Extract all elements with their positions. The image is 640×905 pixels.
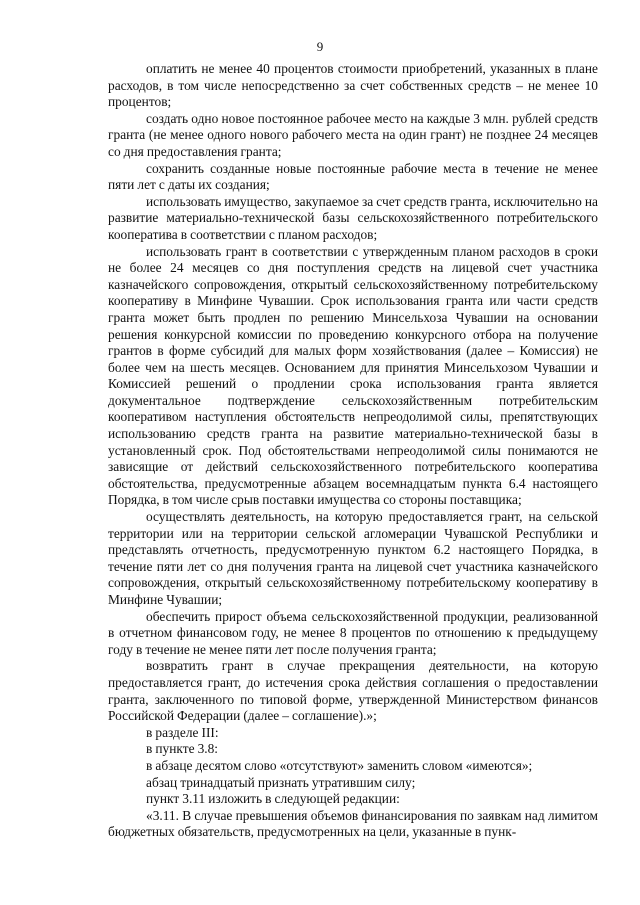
paragraph: в разделе III:: [146, 724, 219, 740]
paragraph: возвратить грант в случае прекращения деятельности, на которую предоставляется грант, до истечения срока действия соглашения о предоставлении гранта, заключенного по типовой форме, утвержденной Министерством финансов Российской Федерации (далее – соглашение).»;: [108, 658, 598, 724]
paragraph: «3.11. В случае превышения объемов финансирования по заявкам над лимитом бюджетных обязательств, предусмотренных на цели, указанные в пунк-: [108, 807, 598, 840]
paragraph: обеспечить прирост объема сельскохозяйственной продукции, реализованной в отчетном финансовом году, не менее 8 процентов по отношению к предыдущему году в течение не менее пяти лет после получения гранта;: [108, 608, 598, 657]
paragraph: использовать грант в соответствии с утвержденным планом расходов в сроки не более 24 месяцев со дня поступления средств на лицевой счет участника казначейского сопровождения, открытый сельскохозяйственному потребительскому кооперативу в Минфине Чувашии. Срок использования гранта или части средств гранта может быть продлен по решению Минсельхоза Чувашии на основании решения конкурсной комиссии по проведению конкурсного отбора на получение грантов в форме субсидий для малых форм хозяйствования (далее – Комиссия) не более чем на шесть месяцев. Основанием для принятия Минсельхозом Чувашии и Комиссией решений о продлении срока использования гранта является документальное подтверждение сельскохозяйственным потребительским кооперативом наступления обстоятельств непреодолимой силы, препятствующих использованию средств гранта на развитие материально-технической базы в установленный срок. Под обстоятельствами непреодолимой силы понимаются не зависящие от действий сельскохозяйственного потребительского кооператива обстоятельства, предусмотренные абзацем восемнадцатым пункта 6.4 настоящего Порядка, в том числе срыв поставки имущества со стороны поставщика;: [108, 243, 598, 508]
page-number: 9: [316, 39, 324, 54]
paragraph: пункт 3.11 изложить в следующей редакции:: [146, 791, 400, 807]
paragraph: сохранить созданные новые постоянные рабочие места в течение не менее пяти лет с даты их создания;: [108, 160, 598, 193]
paragraph: абзац тринадцатый признать утратившим силу;: [146, 774, 416, 790]
document-body: [108, 61, 598, 841]
paragraph: использовать имущество, закупаемое за счет средств гранта, исключительно на развитие материально-технической базы сельскохозяйственного потребительского кооператива в соответствии с планом расходов;: [108, 193, 598, 242]
paragraph: оплатить не менее 40 процентов стоимости приобретений, указанных в плане расходов, в том числе непосредственно за счет собственных средств – не менее 10 процентов;: [108, 61, 598, 110]
paragraph: в абзаце десятом слово «отсутствуют» заменить словом «имеются»;: [146, 757, 533, 773]
paragraph: осуществлять деятельность, на которую предоставляется грант, на сельской территории или на территории сельской агломерации Чувашской Республики и представлять отчетность, предусмотренную пунктом 6.2 настоящего Порядка, в течение пяти лет со дня получения гранта на лицевой счет участника казначейского сопровождения, открытый сельскохозяйственному потребительскому кооперативу в Минфине Чувашии;: [108, 509, 598, 607]
paragraph: в пункте 3.8:: [146, 741, 219, 757]
paragraph: создать одно новое постоянное рабочее место на каждые 3 млн. рублей средств гранта (не менее одного нового рабочего места на один грант) не позднее 24 месяцев со дня предоставления гранта;: [108, 110, 598, 159]
